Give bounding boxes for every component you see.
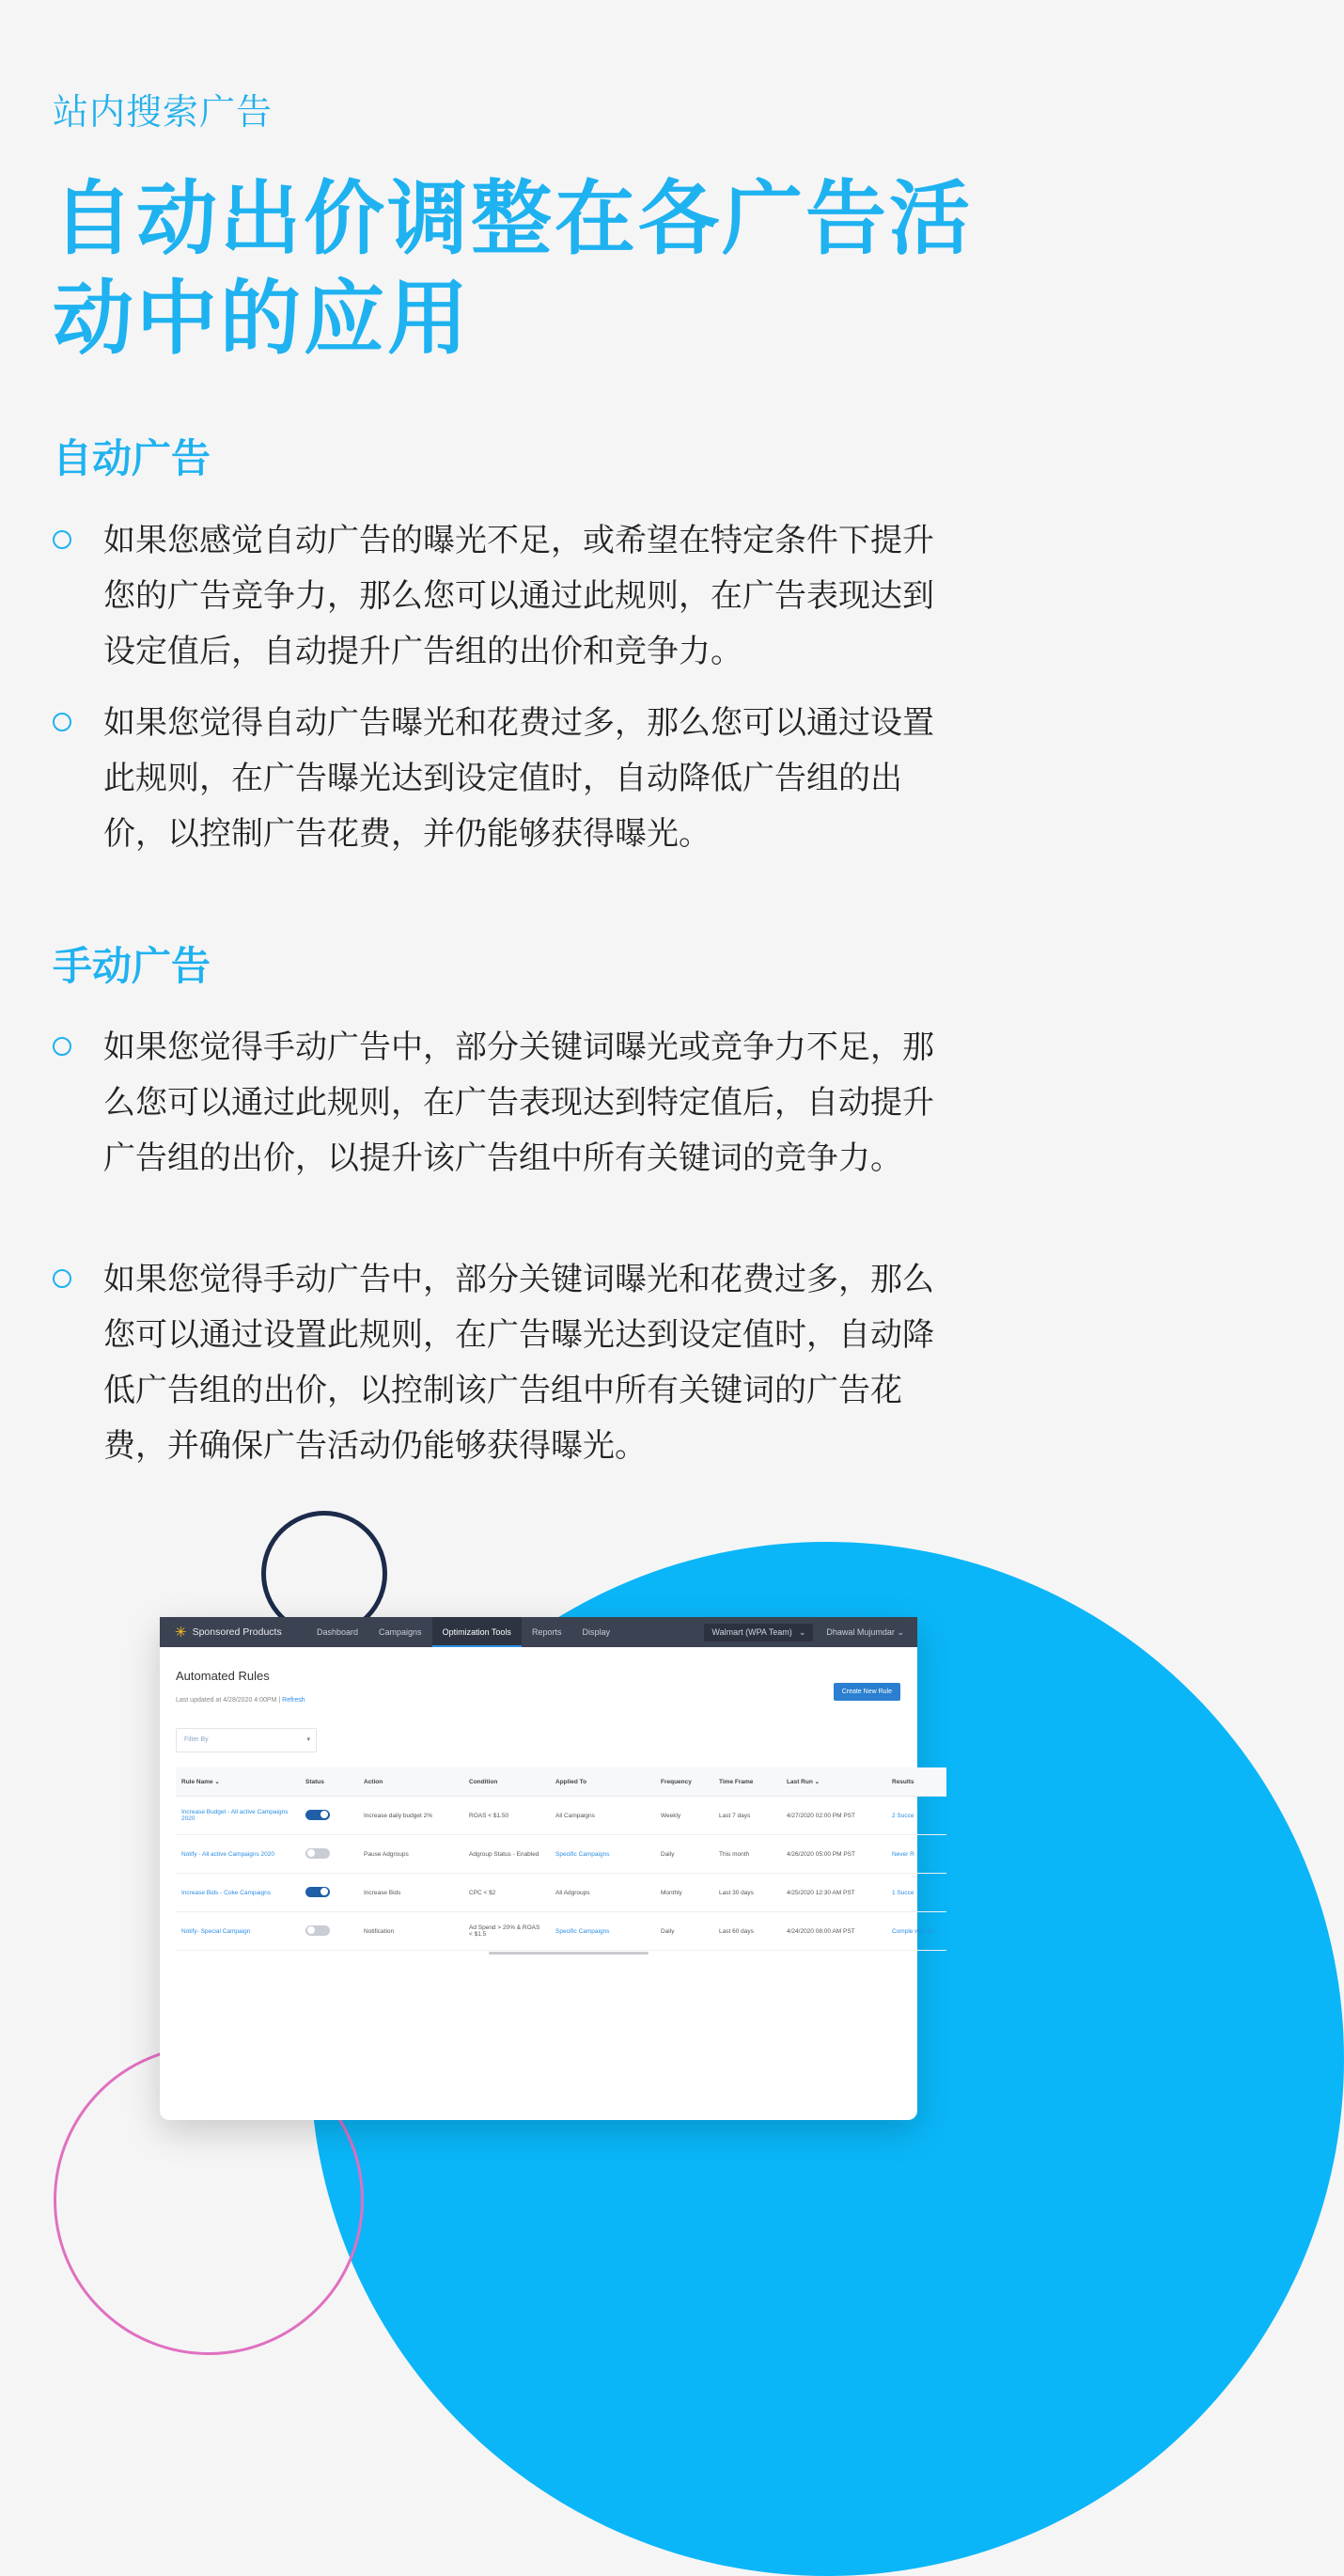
rule-name-link[interactable]: Increase Budget - All active Campaigns 2020 bbox=[176, 1797, 300, 1835]
account-select-value: Walmart (WPA Team) bbox=[711, 1626, 792, 1637]
user-menu[interactable] bbox=[826, 1627, 904, 1638]
chevron-down-icon: ▾ bbox=[306, 1736, 310, 1743]
mockup-topbar bbox=[160, 1617, 917, 1647]
mockup-page-title: Automated Rules bbox=[176, 1669, 270, 1683]
last-updated-label: Last updated at 4/28/2020 4:00PM | bbox=[176, 1697, 281, 1704]
action-cell: Pause Adgroups bbox=[358, 1835, 463, 1874]
results-link[interactable]: Never R bbox=[886, 1835, 946, 1874]
timeframe-cell: Last 60 days bbox=[713, 1912, 781, 1951]
mockup-brand[interactable] bbox=[175, 1624, 306, 1641]
condition-cell: Adgroup Status - Enabled bbox=[463, 1835, 550, 1874]
frequency-cell: Monthly bbox=[655, 1874, 713, 1912]
column-header: Results bbox=[886, 1767, 946, 1797]
kicker-label: 站内搜索广告 bbox=[53, 91, 273, 133]
user-name: Dhawal Mujumdar bbox=[826, 1626, 895, 1637]
nav-reports[interactable]: Reports bbox=[531, 1627, 562, 1637]
list-item bbox=[53, 1252, 964, 1474]
automated-rules-mockup bbox=[160, 1617, 936, 2120]
nav-campaigns[interactable]: Campaigns bbox=[379, 1627, 422, 1637]
status-toggle[interactable] bbox=[305, 1810, 330, 1820]
timeframe-cell: This month bbox=[713, 1835, 781, 1874]
nav-display[interactable]: Display bbox=[582, 1627, 610, 1637]
column-header: Condition bbox=[463, 1767, 550, 1797]
bullet-text: 如果您觉得手动广告中，部分关键词曝光或竞争力不足，那么您可以通过此规则，在广告表现达到特定值后，自动提升广告组的出价，以提升该广告组中所有关键词的竞争力。 bbox=[103, 1029, 934, 1177]
rule-name-link[interactable]: Increase Bids - Coke Campaigns bbox=[176, 1874, 300, 1912]
lastrun-cell: 4/26/2020 05:00 PM PST bbox=[781, 1835, 886, 1874]
lastrun-cell: 4/25/2020 12:30 AM PST bbox=[781, 1874, 886, 1912]
column-header[interactable]: Last Run ⌄ bbox=[781, 1767, 886, 1797]
timeframe-cell: Last 30 days bbox=[713, 1874, 781, 1912]
rules-table bbox=[176, 1767, 946, 1951]
table-row bbox=[176, 1797, 946, 1835]
column-header: Action bbox=[358, 1767, 463, 1797]
table-row bbox=[176, 1874, 946, 1912]
condition-cell: ROAS < $1.50 bbox=[463, 1797, 550, 1835]
condition-cell: CPC < $2 bbox=[463, 1874, 550, 1912]
status-cell bbox=[300, 1797, 358, 1835]
action-cell: Increase daily budget 2% bbox=[358, 1797, 463, 1835]
rule-name-link[interactable]: Notify - All active Campaigns 2020 bbox=[176, 1835, 300, 1874]
condition-cell: Ad Spend > 20% & ROAS < $1.5 bbox=[463, 1912, 550, 1951]
create-new-rule-button[interactable]: Create New Rule bbox=[834, 1683, 900, 1701]
status-cell bbox=[300, 1912, 358, 1951]
frequency-cell: Daily bbox=[655, 1912, 713, 1951]
column-header: Applied To bbox=[550, 1767, 655, 1797]
table-header-row bbox=[176, 1767, 946, 1797]
bullet-circle-icon bbox=[53, 713, 71, 731]
refresh-link[interactable]: Refresh bbox=[282, 1697, 305, 1704]
list-item bbox=[53, 696, 964, 862]
page-title: 自动出价调整在各广告活动中的应用 bbox=[53, 172, 973, 366]
action-cell: Increase Bids bbox=[358, 1874, 463, 1912]
bullet-circle-icon bbox=[53, 1269, 71, 1288]
status-cell bbox=[300, 1874, 358, 1912]
column-header: Status bbox=[300, 1767, 358, 1797]
mockup-nav bbox=[306, 1617, 620, 1647]
bullet-circle-icon bbox=[53, 1037, 71, 1056]
column-header: Time Frame bbox=[713, 1767, 781, 1797]
lastrun-cell: 4/24/2020 08:00 AM PST bbox=[781, 1912, 886, 1951]
brand-label: Sponsored Products bbox=[192, 1626, 282, 1638]
chevron-down-icon: ⌄ bbox=[798, 1626, 806, 1637]
lastrun-cell: 4/27/2020 02:00 PM PST bbox=[781, 1797, 886, 1835]
applied-link[interactable]: Specific Campaigns bbox=[550, 1835, 655, 1874]
applied-cell: All Campaigns bbox=[550, 1797, 655, 1835]
filter-placeholder: Filter By bbox=[184, 1736, 209, 1743]
filter-select[interactable] bbox=[176, 1728, 317, 1752]
column-header: Frequency bbox=[655, 1767, 713, 1797]
frequency-cell: Daily bbox=[655, 1835, 713, 1874]
action-cell: Notification bbox=[358, 1912, 463, 1951]
list-item bbox=[53, 1020, 964, 1186]
account-select[interactable] bbox=[704, 1624, 813, 1641]
walmart-spark-icon: ✳ bbox=[175, 1625, 187, 1641]
chevron-down-icon: ⌄ bbox=[897, 1626, 904, 1637]
bullet-text: 如果您觉得手动广告中，部分关键词曝光和花费过多，那么您可以通过设置此规则，在广告曝光达到设定值时，自动降低广告组的出价，以控制该广告组中所有关键词的广告花费，并确保广告活动仍能够获得曝光。 bbox=[103, 1261, 934, 1465]
account-area bbox=[704, 1624, 904, 1641]
bullet-circle-icon bbox=[53, 530, 71, 549]
horizontal-scrollbar[interactable] bbox=[489, 1952, 649, 1955]
nav-dashboard[interactable]: Dashboard bbox=[317, 1627, 359, 1637]
results-link[interactable]: 1 Succe bbox=[886, 1874, 946, 1912]
applied-link[interactable]: Specific Campaigns bbox=[550, 1912, 655, 1951]
bullet-text: 如果您感觉自动广告的曝光不足，或希望在特定条件下提升您的广告竞争力，那么您可以通过此规则，在广告表现达到设定值后，自动提升广告组的出价和竞争力。 bbox=[103, 522, 934, 670]
table-row bbox=[176, 1912, 946, 1951]
applied-cell: All Adgroups bbox=[550, 1874, 655, 1912]
results-link[interactable]: 2 Succe bbox=[886, 1797, 946, 1835]
list-item bbox=[53, 513, 964, 680]
frequency-cell: Weekly bbox=[655, 1797, 713, 1835]
status-toggle[interactable] bbox=[305, 1887, 330, 1897]
nav-optimization-tools[interactable]: Optimization Tools bbox=[432, 1617, 522, 1647]
status-toggle[interactable] bbox=[305, 1848, 330, 1859]
section-heading-manual: 手动广告 bbox=[53, 943, 211, 989]
timeframe-cell: Last 7 days bbox=[713, 1797, 781, 1835]
status-toggle[interactable] bbox=[305, 1925, 330, 1936]
status-cell bbox=[300, 1835, 358, 1874]
table-row bbox=[176, 1835, 946, 1874]
rule-name-link[interactable]: Notify- Special Campaign bbox=[176, 1912, 300, 1951]
bullet-text: 如果您觉得自动广告曝光和花费过多，那么您可以通过设置此规则，在广告曝光达到设定值时，自动降低广告组的出价，以控制广告花费，并仍能够获得曝光。 bbox=[103, 704, 934, 853]
column-header[interactable]: Rule Name ⌄ bbox=[176, 1767, 300, 1797]
section-heading-auto: 自动广告 bbox=[53, 435, 211, 481]
results-link[interactable]: Comple with Err bbox=[886, 1912, 946, 1951]
last-updated-text bbox=[176, 1697, 305, 1704]
